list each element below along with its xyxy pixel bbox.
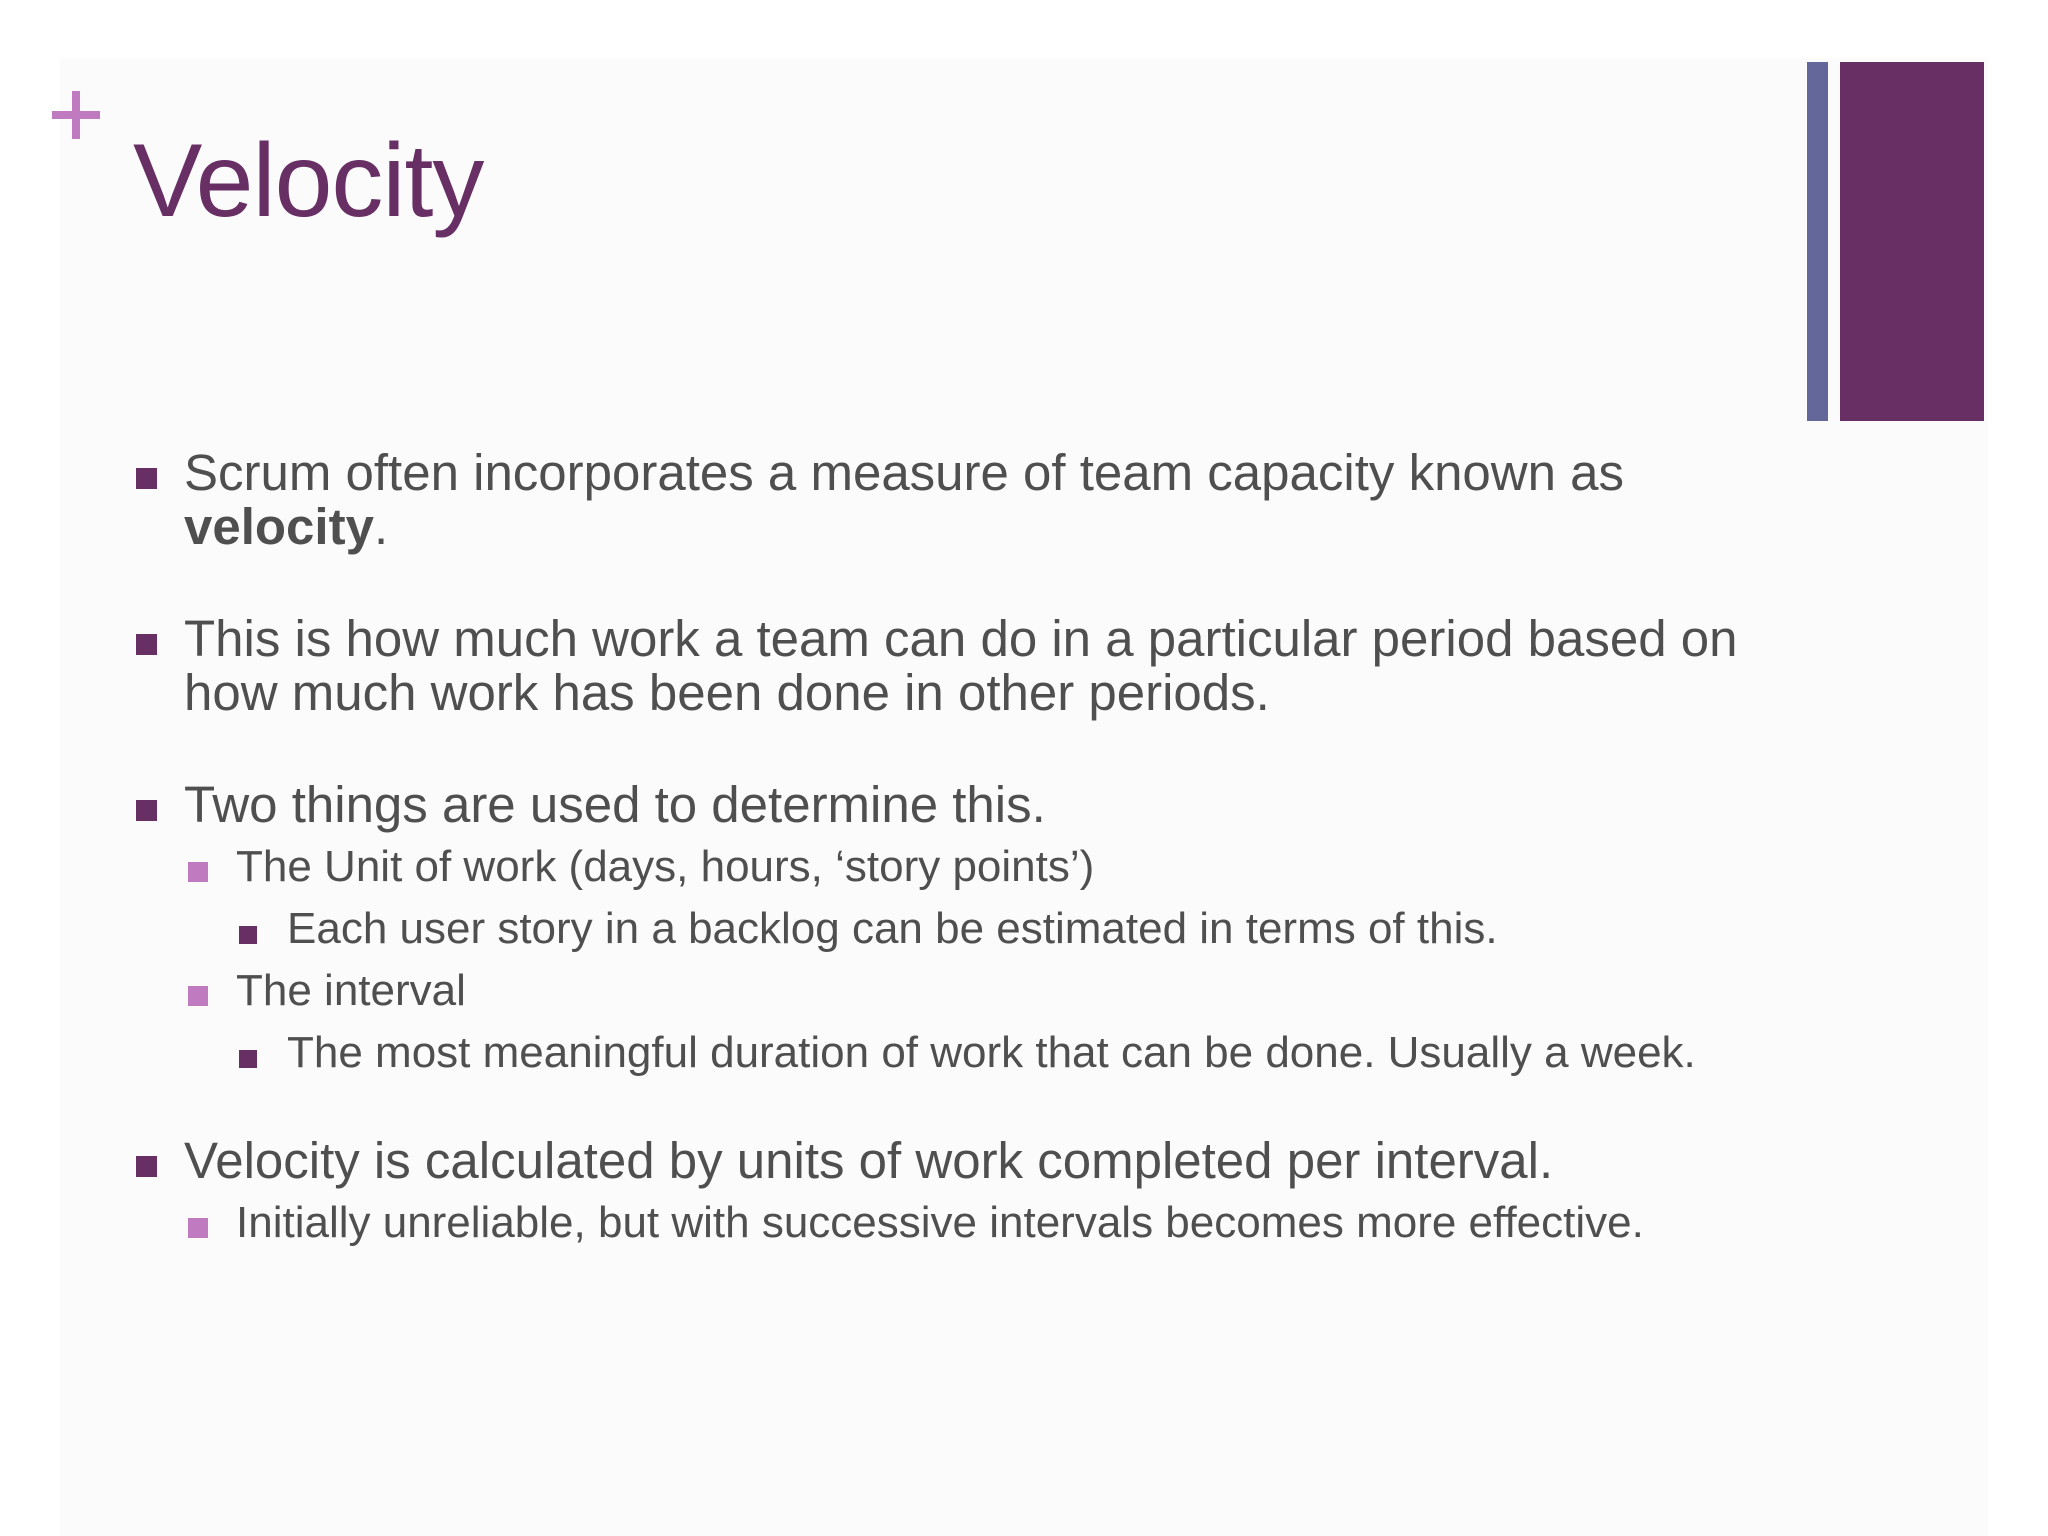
square-bullet-icon [188,1218,208,1238]
square-bullet-icon [239,1050,257,1068]
square-bullet-icon [188,862,208,882]
sub-bullet-unit-of-work [134,844,1814,890]
accent-bar-thin [1807,62,1828,421]
square-bullet-icon [136,634,157,655]
bold-term: velocity [184,498,374,555]
sub-sub-bullet-user-story [134,906,1814,952]
square-bullet-icon [136,1156,157,1177]
bullet-text: This is how much work a team can do in a particular period based on how much work has been done in other periods. [184,610,1738,721]
bullet-text: Two things are used to determine this. [184,776,1046,833]
accent-bar-thick [1840,62,1984,421]
bullet-item-two-things [134,778,1814,832]
slide-body [134,446,1814,1304]
slide-title: Velocity [133,123,484,239]
sub-bullet-text: The interval [236,966,466,1015]
sub-bullet-text: The Unit of work (days, hours, ‘story points’) [236,842,1095,891]
sub-bullet-initially-unreliable [134,1200,1814,1246]
bullet-text: Scrum often incorporates a measure of team capacity known as [184,444,1625,501]
bullet-item-velocity-calculation [134,1134,1814,1188]
square-bullet-icon [136,800,157,821]
square-bullet-icon [136,468,157,489]
bullet-item-velocity-definition [134,446,1814,554]
bullet-text-end: . [373,498,389,555]
sub-sub-bullet-duration [134,1030,1814,1076]
sub-bullet-interval [134,968,1814,1014]
square-bullet-icon [188,986,208,1006]
sub-sub-bullet-text: The most meaningful duration of work that can be done. Usually a week. [287,1028,1696,1077]
plus-icon-vertical [72,91,80,139]
bullet-item-work-period [134,612,1814,720]
bullet-text: Velocity is calculated by units of work completed per interval. [184,1132,1554,1189]
square-bullet-icon [239,926,257,944]
sub-bullet-text: Initially unreliable, but with successive intervals becomes more effective. [236,1198,1644,1247]
sub-sub-bullet-text: Each user story in a backlog can be estimated in terms of this. [287,904,1498,953]
plus-icon [46,84,106,144]
